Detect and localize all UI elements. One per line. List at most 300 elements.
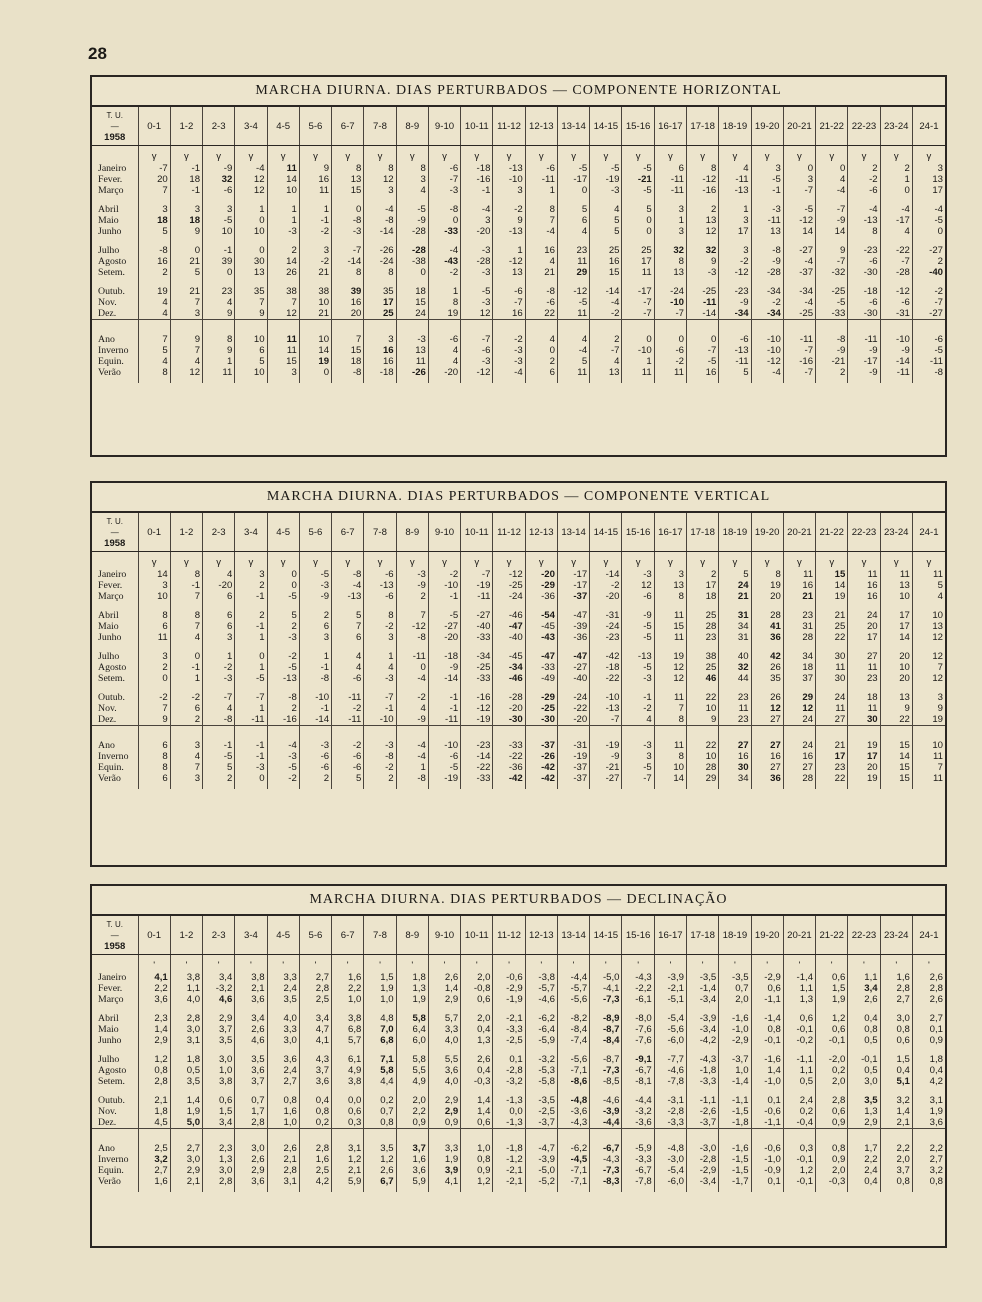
value-cell: -18 bbox=[364, 367, 396, 383]
hour-header: 5-6 bbox=[299, 107, 331, 146]
value-cell: -5,3 bbox=[525, 1065, 557, 1076]
hour-header: 6-7 bbox=[332, 513, 364, 552]
value-cell: 4 bbox=[557, 320, 589, 346]
value-cell: -14 bbox=[590, 569, 622, 580]
value-cell: 18 bbox=[170, 174, 202, 185]
value-cell: 0,6 bbox=[751, 983, 783, 994]
value-cell: -5,6 bbox=[557, 994, 589, 1005]
value-cell: 2,9 bbox=[428, 1087, 460, 1106]
value-cell: -31 bbox=[557, 726, 589, 752]
value-cell: -12 bbox=[461, 703, 493, 714]
value-cell: -0,6 bbox=[751, 1106, 783, 1117]
value-cell: -25 bbox=[525, 703, 557, 714]
value-cell: 3 bbox=[170, 773, 202, 789]
row-label: Outub. bbox=[98, 692, 125, 703]
hour-header: 18-19 bbox=[719, 916, 751, 955]
value-cell: 13 bbox=[912, 621, 945, 632]
hour-header: 4-5 bbox=[267, 513, 299, 552]
value-cell: 11 bbox=[848, 703, 880, 714]
value-cell: -26 bbox=[364, 237, 396, 256]
value-cell: -18 bbox=[590, 662, 622, 673]
table-row bbox=[92, 256, 945, 267]
hour-header: 19-20 bbox=[751, 916, 783, 955]
table-row bbox=[92, 226, 945, 237]
value-cell: 2,7 bbox=[299, 972, 331, 983]
value-cell: -2 bbox=[170, 684, 202, 703]
row-label: Março bbox=[98, 994, 124, 1005]
value-cell: 2,1 bbox=[170, 1176, 202, 1192]
value-cell: 18 bbox=[848, 684, 880, 703]
unit-cell: ' bbox=[493, 955, 525, 973]
value-cell: 1,1 bbox=[848, 972, 880, 983]
value-cell: 7 bbox=[138, 703, 170, 714]
value-cell: 3,7 bbox=[299, 1065, 331, 1076]
value-cell: -3 bbox=[461, 237, 493, 256]
value-cell: -27 bbox=[428, 621, 460, 632]
value-cell: 0,9 bbox=[461, 1165, 493, 1176]
value-cell: -3,9 bbox=[687, 1005, 719, 1024]
value-cell: 0 bbox=[267, 569, 299, 580]
value-cell: 7 bbox=[332, 621, 364, 632]
value-cell: 15 bbox=[880, 726, 912, 752]
unit-cell: γ bbox=[783, 552, 815, 570]
value-cell: -16 bbox=[783, 356, 815, 367]
row-label: Junho bbox=[98, 1035, 122, 1046]
value-cell: -1,6 bbox=[719, 1129, 751, 1155]
value-cell: 4 bbox=[170, 632, 202, 643]
value-cell: -8 bbox=[428, 196, 460, 215]
value-cell: -4 bbox=[783, 256, 815, 267]
vertical-component-table bbox=[90, 481, 947, 867]
value-cell: 15 bbox=[396, 297, 428, 308]
unit-cell: γ bbox=[848, 552, 880, 570]
value-cell: 6,8 bbox=[364, 1035, 396, 1046]
value-cell: 0,9 bbox=[912, 1035, 945, 1046]
value-cell: 1,6 bbox=[396, 1154, 428, 1165]
value-cell: 0,4 bbox=[880, 1065, 912, 1076]
hour-header: 9-10 bbox=[428, 513, 460, 552]
value-cell: 8 bbox=[654, 256, 686, 267]
value-cell: -6 bbox=[525, 163, 557, 174]
value-cell: 4,4 bbox=[364, 1076, 396, 1087]
value-cell: 4 bbox=[428, 345, 460, 356]
value-cell: -5 bbox=[912, 215, 945, 226]
value-cell: -5 bbox=[203, 751, 235, 762]
value-cell: 0,6 bbox=[461, 994, 493, 1005]
unit-cell: γ bbox=[396, 552, 428, 570]
value-cell: 8 bbox=[203, 320, 235, 346]
value-cell: -6,2 bbox=[525, 1005, 557, 1024]
value-cell: 16 bbox=[493, 308, 525, 320]
table-row bbox=[92, 684, 945, 703]
value-cell: 6 bbox=[332, 632, 364, 643]
value-cell: 0,7 bbox=[235, 1087, 267, 1106]
value-cell: -0,1 bbox=[751, 1035, 783, 1046]
value-cell: 10 bbox=[299, 297, 331, 308]
value-cell: 3 bbox=[267, 367, 299, 383]
value-cell: 14 bbox=[816, 580, 848, 591]
hour-header: 24-1 bbox=[912, 107, 945, 146]
value-cell: -1,2 bbox=[493, 1154, 525, 1165]
value-cell: 21 bbox=[525, 267, 557, 278]
value-cell: 11 bbox=[557, 256, 589, 267]
value-cell: 1,4 bbox=[751, 1065, 783, 1076]
value-cell: -24 bbox=[364, 256, 396, 267]
unit-cell: γ bbox=[622, 146, 654, 164]
value-cell: 2 bbox=[364, 773, 396, 789]
hour-header: 13-14 bbox=[557, 916, 589, 955]
row-label: Agosto bbox=[98, 662, 127, 673]
value-cell: -5,6 bbox=[557, 1046, 589, 1065]
hour-header: 3-4 bbox=[235, 513, 267, 552]
value-cell: -47 bbox=[557, 643, 589, 662]
value-cell: 3 bbox=[299, 237, 331, 256]
value-cell: 23 bbox=[557, 237, 589, 256]
value-cell: 27 bbox=[751, 762, 783, 773]
hour-header: 11-12 bbox=[493, 916, 525, 955]
value-cell: 3 bbox=[719, 215, 751, 226]
value-cell: 6 bbox=[557, 215, 589, 226]
value-cell: 0 bbox=[267, 580, 299, 591]
value-cell: 2 bbox=[816, 367, 848, 383]
value-cell: -13 bbox=[848, 215, 880, 226]
unit-cell: γ bbox=[364, 146, 396, 164]
value-cell: -1 bbox=[170, 185, 202, 196]
value-cell: 3,7 bbox=[396, 1129, 428, 1155]
value-cell: -10 bbox=[654, 297, 686, 308]
value-cell: 2,9 bbox=[235, 1165, 267, 1176]
value-cell: -47 bbox=[557, 602, 589, 621]
unit-cell: γ bbox=[719, 146, 751, 164]
value-cell: -7,8 bbox=[622, 1176, 654, 1192]
hour-header: 8-9 bbox=[396, 916, 428, 955]
value-cell: 13 bbox=[912, 174, 945, 185]
value-cell: -5,0 bbox=[590, 972, 622, 983]
value-cell: 23 bbox=[687, 632, 719, 643]
value-cell: -33 bbox=[816, 308, 848, 320]
value-cell: 9 bbox=[138, 714, 170, 726]
value-cell: -6 bbox=[848, 185, 880, 196]
value-cell: 1 bbox=[493, 237, 525, 256]
value-cell: 10 bbox=[687, 751, 719, 762]
value-cell: 4,6 bbox=[203, 994, 235, 1005]
value-cell: -2,8 bbox=[687, 1154, 719, 1165]
value-cell: 2,5 bbox=[299, 994, 331, 1005]
value-cell: 22 bbox=[687, 684, 719, 703]
value-cell: -10 bbox=[751, 345, 783, 356]
hour-header: 12-13 bbox=[525, 107, 557, 146]
value-cell: 9 bbox=[170, 320, 202, 346]
value-cell: -12 bbox=[461, 367, 493, 383]
value-cell: -4 bbox=[332, 580, 364, 591]
value-cell: -23 bbox=[590, 632, 622, 643]
value-cell: -1,1 bbox=[719, 1087, 751, 1106]
value-cell: -8,4 bbox=[590, 1035, 622, 1046]
value-cell: -14 bbox=[461, 751, 493, 762]
value-cell: -7 bbox=[590, 714, 622, 726]
value-cell: 16 bbox=[590, 256, 622, 267]
value-cell: -30 bbox=[525, 714, 557, 726]
unit-cell: γ bbox=[622, 552, 654, 570]
value-cell: -4,8 bbox=[557, 1087, 589, 1106]
value-cell: 3,9 bbox=[428, 1165, 460, 1176]
value-cell: -42 bbox=[590, 643, 622, 662]
value-cell: 8 bbox=[654, 714, 686, 726]
unit-cell: ' bbox=[138, 955, 170, 973]
value-cell: 0,1 bbox=[751, 1176, 783, 1192]
value-cell: -3,5 bbox=[687, 972, 719, 983]
value-cell: 5,7 bbox=[332, 1035, 364, 1046]
row-label: Janeiro bbox=[98, 163, 127, 174]
value-cell: 35 bbox=[235, 278, 267, 297]
value-cell: 6 bbox=[138, 726, 170, 752]
value-cell: 2,4 bbox=[848, 1165, 880, 1176]
unit-cell: γ bbox=[880, 552, 912, 570]
value-cell: 11 bbox=[622, 267, 654, 278]
value-cell: -8 bbox=[138, 237, 170, 256]
value-cell: -0,1 bbox=[816, 1035, 848, 1046]
value-cell: 5 bbox=[719, 569, 751, 580]
value-cell: -11 bbox=[880, 367, 912, 383]
value-cell: 3,0 bbox=[267, 1035, 299, 1046]
value-cell: 6,7 bbox=[364, 1176, 396, 1192]
value-cell: 4 bbox=[332, 662, 364, 673]
value-cell: 1 bbox=[428, 278, 460, 297]
unit-cell: ' bbox=[364, 955, 396, 973]
value-cell: -3 bbox=[687, 267, 719, 278]
hour-header: 1-2 bbox=[170, 513, 202, 552]
value-cell: 2,6 bbox=[235, 1154, 267, 1165]
value-cell: -40 bbox=[461, 621, 493, 632]
value-cell: 0 bbox=[525, 345, 557, 356]
value-cell: -1,9 bbox=[493, 994, 525, 1005]
value-cell: 10 bbox=[687, 703, 719, 714]
value-cell: 23 bbox=[203, 278, 235, 297]
value-cell: -17 bbox=[557, 580, 589, 591]
value-cell: -6 bbox=[912, 320, 945, 346]
hour-header: 9-10 bbox=[428, 107, 460, 146]
value-cell: 1,4 bbox=[461, 1087, 493, 1106]
value-cell: -1,1 bbox=[751, 1117, 783, 1129]
value-cell: -6 bbox=[332, 673, 364, 684]
value-cell: 5 bbox=[267, 602, 299, 621]
row-label: Nov. bbox=[98, 1106, 117, 1117]
value-cell: 11 bbox=[912, 751, 945, 762]
value-cell: -5 bbox=[396, 196, 428, 215]
value-cell: -6,7 bbox=[590, 1129, 622, 1155]
value-cell: 24 bbox=[848, 602, 880, 621]
unit-cell: γ bbox=[719, 552, 751, 570]
value-cell: 1 bbox=[299, 643, 331, 662]
value-cell: -34 bbox=[751, 278, 783, 297]
value-cell: -1,0 bbox=[719, 1024, 751, 1035]
value-cell: -8 bbox=[203, 714, 235, 726]
hour-header: 9-10 bbox=[428, 916, 460, 955]
value-cell: -4,7 bbox=[525, 1129, 557, 1155]
value-cell: 2,5 bbox=[299, 1165, 331, 1176]
value-cell: 0,6 bbox=[816, 1024, 848, 1035]
value-cell: 13 bbox=[235, 267, 267, 278]
value-cell: -3,2 bbox=[203, 983, 235, 994]
value-cell: 6 bbox=[525, 367, 557, 383]
value-cell: -4 bbox=[783, 297, 815, 308]
value-cell: -23 bbox=[848, 237, 880, 256]
value-cell: -4 bbox=[461, 196, 493, 215]
value-cell: 5,5 bbox=[428, 1046, 460, 1065]
value-cell: -1,6 bbox=[719, 1005, 751, 1024]
hour-header: 22-23 bbox=[848, 107, 880, 146]
hour-header: 15-16 bbox=[622, 513, 654, 552]
value-cell: 12 bbox=[912, 673, 945, 684]
value-cell: -42 bbox=[525, 762, 557, 773]
value-cell: -1 bbox=[235, 621, 267, 632]
value-cell: -2 bbox=[493, 320, 525, 346]
unit-cell: ' bbox=[654, 955, 686, 973]
value-cell: -5 bbox=[299, 569, 331, 580]
value-cell: 6,0 bbox=[396, 1035, 428, 1046]
value-cell: -2 bbox=[590, 580, 622, 591]
value-cell: -13 bbox=[267, 673, 299, 684]
row-label: Ano bbox=[92, 320, 138, 346]
value-cell: 11 bbox=[783, 569, 815, 580]
table-row bbox=[92, 1129, 945, 1155]
value-cell: 12 bbox=[461, 308, 493, 320]
value-cell: 20 bbox=[880, 643, 912, 662]
value-cell: -29 bbox=[525, 684, 557, 703]
value-cell: 21 bbox=[170, 278, 202, 297]
value-cell: 7 bbox=[654, 703, 686, 714]
value-cell: -5,0 bbox=[525, 1165, 557, 1176]
value-cell: 4 bbox=[525, 256, 557, 267]
value-cell: -0,6 bbox=[751, 1129, 783, 1155]
value-cell: 14 bbox=[299, 345, 331, 356]
value-cell: 2 bbox=[880, 163, 912, 174]
value-cell: -1,0 bbox=[751, 1076, 783, 1087]
hour-header: 20-21 bbox=[783, 513, 815, 552]
value-cell: 36 bbox=[751, 632, 783, 643]
value-cell: -8,7 bbox=[590, 1024, 622, 1035]
value-cell: 3 bbox=[170, 308, 202, 320]
value-cell: -9 bbox=[751, 256, 783, 267]
value-cell: 3,6 bbox=[396, 1165, 428, 1176]
value-cell: 0,8 bbox=[267, 1087, 299, 1106]
hour-header: 23-24 bbox=[880, 107, 912, 146]
row-label: Janeiro bbox=[98, 972, 127, 983]
value-cell: 2 bbox=[687, 569, 719, 580]
value-cell: 4,5 bbox=[138, 1117, 170, 1129]
value-cell: 2,1 bbox=[267, 1154, 299, 1165]
hour-header: 13-14 bbox=[557, 107, 589, 146]
value-cell: 7 bbox=[267, 297, 299, 308]
value-cell: -13 bbox=[493, 226, 525, 237]
value-cell: 16 bbox=[848, 591, 880, 602]
value-cell: -0,8 bbox=[461, 983, 493, 994]
value-cell: -4,3 bbox=[622, 972, 654, 983]
row-label: Maio bbox=[98, 1024, 119, 1035]
table-row bbox=[92, 278, 945, 297]
hour-header: 5-6 bbox=[299, 916, 331, 955]
value-cell: -2,1 bbox=[654, 983, 686, 994]
value-cell: 14 bbox=[267, 256, 299, 267]
value-cell: -8 bbox=[332, 367, 364, 383]
value-cell: 13 bbox=[687, 215, 719, 226]
value-cell: 0,6 bbox=[332, 1106, 364, 1117]
value-cell: 24 bbox=[816, 684, 848, 703]
value-cell: 2 bbox=[848, 163, 880, 174]
value-cell: 22 bbox=[816, 773, 848, 789]
table-row bbox=[92, 237, 945, 256]
value-cell: 11 bbox=[557, 308, 589, 320]
value-cell: 1,8 bbox=[912, 1046, 945, 1065]
value-cell: 7,0 bbox=[364, 1024, 396, 1035]
value-cell: -28 bbox=[751, 267, 783, 278]
unit-cell: γ bbox=[235, 552, 267, 570]
value-cell: 1 bbox=[267, 215, 299, 226]
value-cell: 4,0 bbox=[428, 1076, 460, 1087]
value-cell: -2,8 bbox=[493, 1065, 525, 1076]
value-cell: 2,3 bbox=[203, 1129, 235, 1155]
value-cell: 26 bbox=[751, 662, 783, 673]
hour-header: 0-1 bbox=[138, 916, 170, 955]
value-cell: -3,2 bbox=[622, 1106, 654, 1117]
value-cell: 3,6 bbox=[235, 994, 267, 1005]
value-cell: 32 bbox=[687, 237, 719, 256]
value-cell: 0 bbox=[396, 267, 428, 278]
value-cell: -11 bbox=[428, 714, 460, 726]
value-cell: 0,0 bbox=[332, 1087, 364, 1106]
value-cell: -6,0 bbox=[654, 1035, 686, 1046]
value-cell: 1,2 bbox=[332, 1154, 364, 1165]
value-cell: -3 bbox=[267, 632, 299, 643]
value-cell: -3,7 bbox=[687, 1117, 719, 1129]
value-cell: -2 bbox=[493, 196, 525, 215]
value-cell: -1,3 bbox=[493, 1117, 525, 1129]
value-cell: -3,2 bbox=[525, 1046, 557, 1065]
hour-header: 17-18 bbox=[687, 916, 719, 955]
hour-header: 18-19 bbox=[719, 513, 751, 552]
value-cell: 42 bbox=[751, 643, 783, 662]
value-cell: -5 bbox=[557, 163, 589, 174]
value-cell: -2 bbox=[364, 621, 396, 632]
hour-header: 7-8 bbox=[364, 916, 396, 955]
value-cell: -18 bbox=[848, 278, 880, 297]
table-row bbox=[92, 703, 945, 714]
value-cell: -7 bbox=[880, 256, 912, 267]
value-cell: 9 bbox=[299, 163, 331, 174]
value-cell: 2,1 bbox=[138, 1087, 170, 1106]
value-cell: 0,6 bbox=[461, 1117, 493, 1129]
row-label: Ano bbox=[92, 1129, 138, 1155]
value-cell: -3,7 bbox=[525, 1117, 557, 1129]
hour-header: 6-7 bbox=[332, 916, 364, 955]
value-cell: 34 bbox=[783, 643, 815, 662]
value-cell: 27 bbox=[816, 714, 848, 726]
value-cell: 11 bbox=[654, 632, 686, 643]
value-cell: 10 bbox=[654, 762, 686, 773]
value-cell: 1 bbox=[525, 185, 557, 196]
value-cell: 3 bbox=[138, 196, 170, 215]
value-cell: 2,2 bbox=[912, 1129, 945, 1155]
value-cell: -2 bbox=[848, 174, 880, 185]
value-cell: 2,4 bbox=[267, 983, 299, 994]
unit-cell: γ bbox=[267, 552, 299, 570]
value-cell: -34 bbox=[719, 308, 751, 320]
value-cell: -1 bbox=[170, 662, 202, 673]
value-cell: 0,0 bbox=[493, 1106, 525, 1117]
unit-cell: ' bbox=[880, 955, 912, 973]
value-cell: 1,0 bbox=[267, 1117, 299, 1129]
value-cell: -3 bbox=[235, 762, 267, 773]
